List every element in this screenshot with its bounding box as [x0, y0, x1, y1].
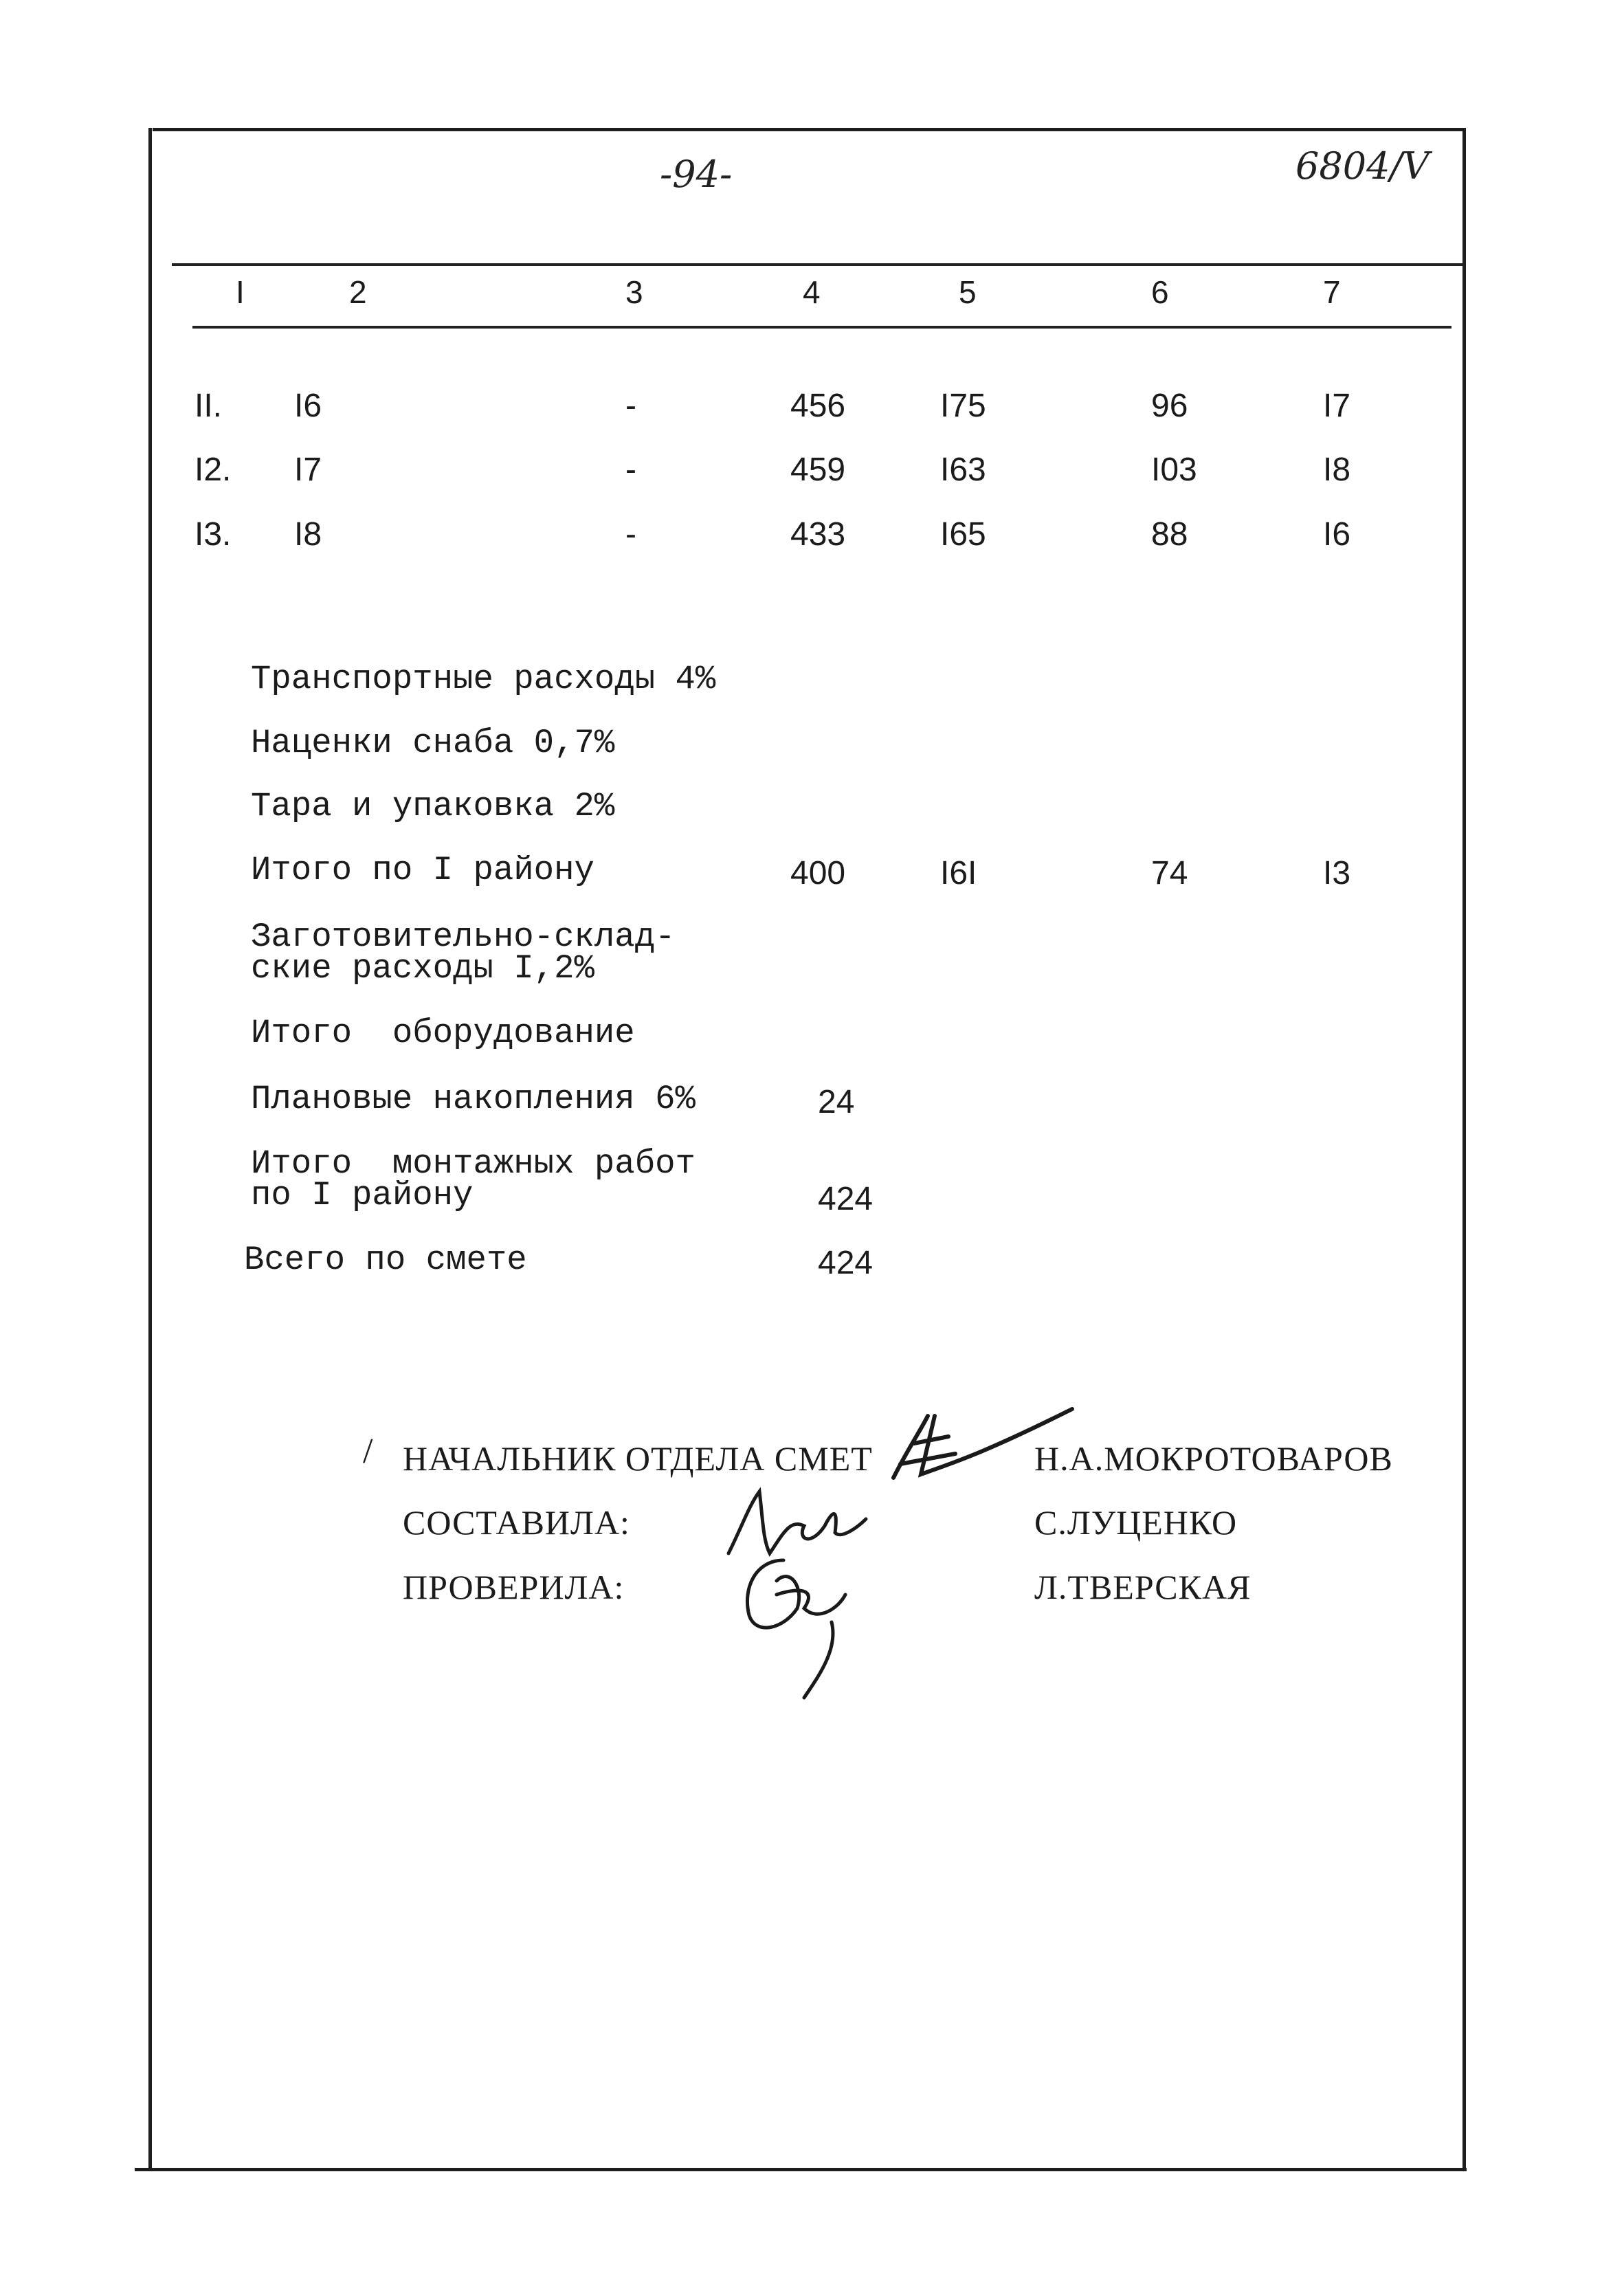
signature-role: СОСТАВИЛА: — [403, 1503, 630, 1542]
summary-label: Итого оборудование — [251, 1014, 635, 1052]
row-number: I3. — [194, 516, 232, 553]
summary-cell-4: 424 — [818, 1245, 874, 1281]
document-number: 6804/V — [1295, 144, 1430, 188]
signature-name: С.ЛУЦЕНКО — [1034, 1503, 1238, 1542]
row-cell-7: I8 — [1323, 452, 1351, 488]
table-header-rule-bottom — [192, 326, 1451, 329]
summary-cell-5: I6I — [940, 855, 977, 891]
page-frame-bottom — [135, 2168, 1467, 2171]
signature-name: Л.ТВЕРСКАЯ — [1034, 1568, 1252, 1606]
table-header-rule-top — [172, 263, 1464, 266]
column-header-1: I — [236, 274, 245, 310]
page-frame-right — [1462, 128, 1466, 2171]
column-header-6: 6 — [1151, 274, 1169, 310]
row-cell-5: I63 — [940, 452, 986, 488]
row-cell-3: - — [625, 452, 636, 488]
signature-name: Н.А.МОКРОТОВАРОВ — [1034, 1439, 1393, 1478]
row-cell-4: 433 — [790, 516, 846, 553]
row-cell-5: I75 — [940, 388, 986, 424]
row-item: I7 — [294, 452, 322, 488]
row-cell-6: 96 — [1151, 388, 1188, 424]
row-cell-3: - — [625, 388, 636, 424]
summary-label: Итого монтажных работ по I району — [251, 1144, 696, 1215]
signature-role: НАЧАЛЬНИК ОТДЕЛА СМЕТ — [403, 1439, 873, 1478]
summary-label: Плановые накопления 6% — [251, 1080, 696, 1118]
summary-cell-6: 74 — [1151, 855, 1188, 891]
signature-checker — [728, 1546, 893, 1705]
column-header-7: 7 — [1323, 274, 1341, 310]
summary-cell-4: 400 — [790, 855, 846, 891]
row-number: II. — [194, 388, 223, 424]
summary-cell-4: 24 — [818, 1084, 855, 1120]
column-header-5: 5 — [959, 274, 977, 310]
row-cell-7: I7 — [1323, 388, 1351, 424]
signature-role: ПРОВЕРИЛА: — [403, 1568, 625, 1606]
summary-label: Всего по смете — [244, 1241, 527, 1279]
page-frame-left — [148, 128, 152, 2171]
row-cell-7: I6 — [1323, 516, 1351, 553]
row-cell-5: I65 — [940, 516, 986, 553]
summary-label: Заготовительно-склад- ские расходы I,2% — [251, 918, 676, 988]
column-header-4: 4 — [803, 274, 821, 310]
row-cell-4: 456 — [790, 388, 846, 424]
summary-cell-4: 424 — [818, 1181, 874, 1217]
row-cell-4: 459 — [790, 452, 846, 488]
column-header-2: 2 — [349, 274, 367, 310]
row-cell-6: 88 — [1151, 516, 1188, 553]
row-cell-3: - — [625, 516, 636, 553]
signature-tick-mark: / — [363, 1432, 374, 1471]
summary-label: Транспортные расходы 4% — [251, 660, 716, 698]
column-header-3: 3 — [625, 274, 643, 310]
row-number: I2. — [194, 452, 232, 488]
summary-cell-7: I3 — [1323, 855, 1351, 891]
row-item: I8 — [294, 516, 322, 553]
row-cell-6: I03 — [1151, 452, 1197, 488]
signature-head-of-department — [873, 1388, 1079, 1492]
page-frame-top — [153, 128, 1465, 131]
summary-label: Наценки снаба 0,7% — [251, 724, 615, 762]
row-item: I6 — [294, 388, 322, 424]
summary-label: Тара и упаковка 2% — [251, 787, 615, 825]
summary-label: Итого по I району — [251, 851, 594, 889]
page-number: -94- — [660, 153, 733, 196]
